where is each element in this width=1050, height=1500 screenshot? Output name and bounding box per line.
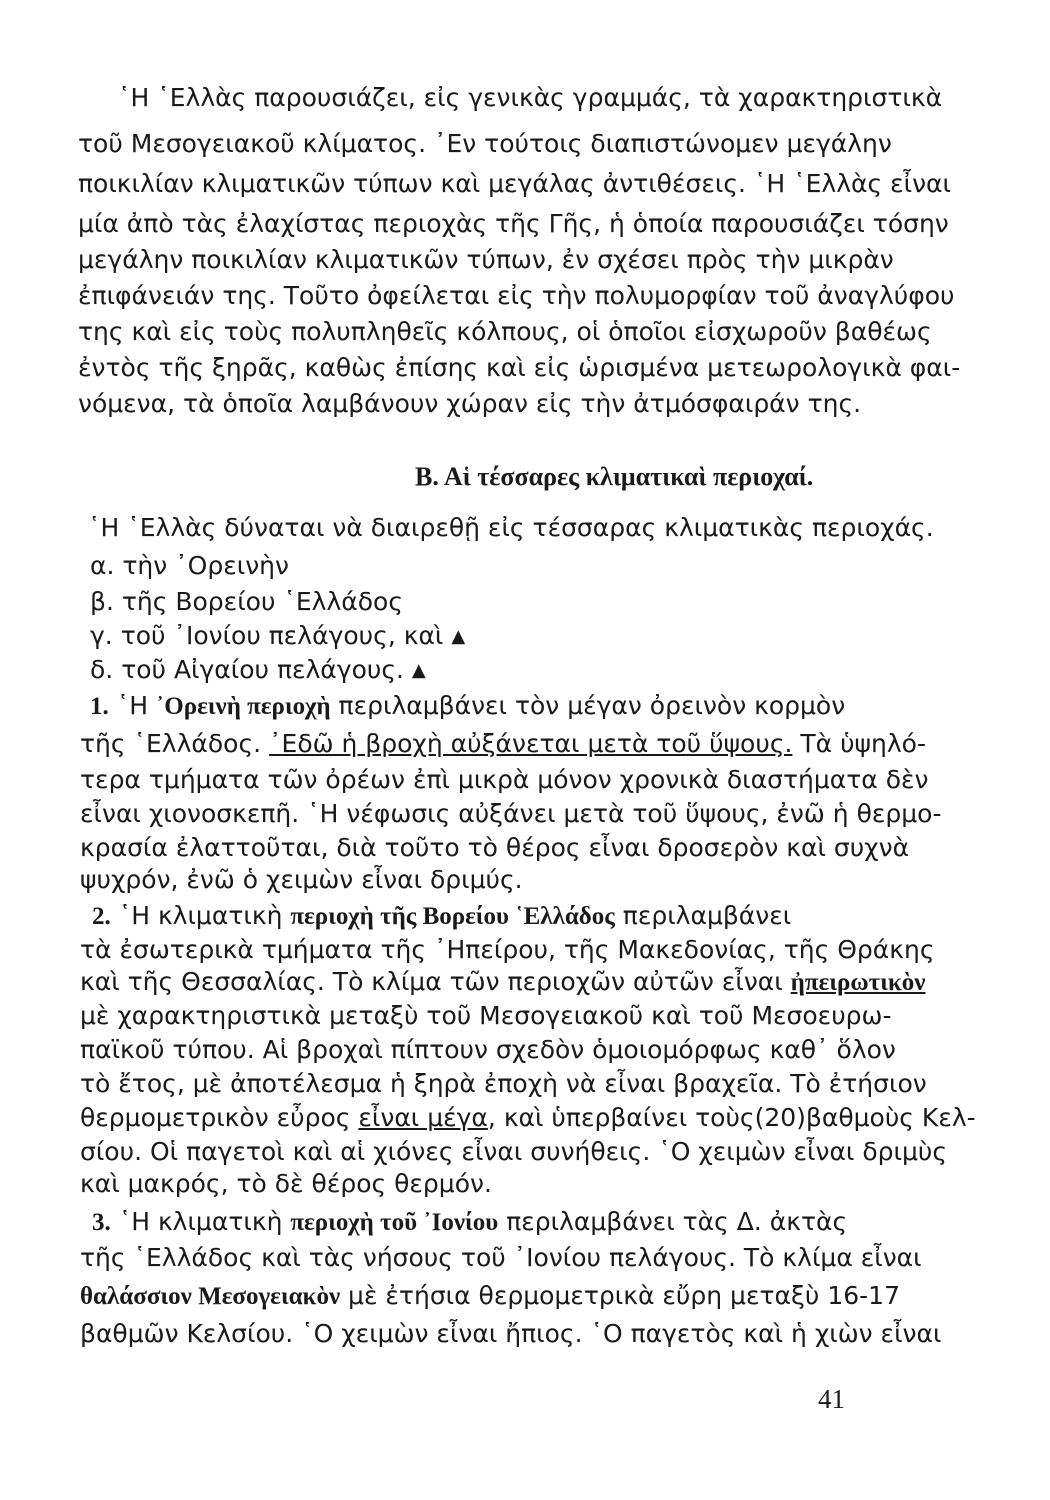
s1-text: τῆς ῾Ελλάδος. — [80, 729, 270, 758]
s3-text: ῾Η κλιματικὴ — [118, 1207, 291, 1236]
s1-line-1 — [90, 690, 1050, 723]
triangle-mark-icon: ▲ — [451, 626, 466, 647]
section-heading: Β. Αἱ τέσσαρες κλιματικαὶ περιοχαί. — [415, 462, 814, 491]
s1-text: περιλαμβάνει τὸν μέγαν ὀρεινὸν κορμὸν — [330, 691, 846, 720]
page-number: 41 — [818, 1384, 845, 1414]
s1-text: Τὰ ὑψηλό- — [792, 729, 926, 758]
division-item-a: α. τὴν ᾿Ορεινὴν — [90, 551, 289, 580]
s2-line-4: μὲ χαρακτηριστικὰ μεταξὺ τοῦ Μεσογειακοῦ καὶ τοῦ Μεσοευρω- — [80, 1001, 892, 1030]
intro-line-4: μία ἀπὸ τὰς ἐλαχίστας περιοχὰς τῆς Γῆς, ἡ ὁποία παρουσιάζει τόσην — [78, 209, 949, 238]
s1-line-5: κρασία ἐλαττοῦται, διὰ τοῦτο τὸ θέρος εἶναι δροσερὸν καὶ συχνὰ — [80, 833, 910, 862]
s2-text: ῾Η κλιματικὴ — [118, 901, 291, 930]
division-item-d — [90, 654, 1050, 687]
s2-underlined: ἠπειρωτικὸν — [790, 969, 926, 996]
s3-number: 3. — [92, 1209, 111, 1236]
s2-text: θερμομετρικὸν εὖρος — [80, 1103, 359, 1132]
s2-title: περιοχὴ τῆς Βορείου ῾Ελλάδος — [290, 903, 615, 930]
s2-text: , καὶ ὑπερβαίνει τοὺς(20)βαθμοὺς Κελ- — [487, 1103, 976, 1132]
s1-underlined: ᾿Εδῶ ἡ βροχὴ αὐξάνεται μετὰ τοῦ ὕψους. — [269, 729, 793, 758]
s3-bold-term: θαλάσσιον Μεσογειακὸν — [80, 1283, 341, 1310]
intro-line-1: ῾Η ῾Ελλὰς παρουσιάζει, εἰς γενικὰς γραμμάς, τὰ χαρακτηριστικὰ — [118, 83, 943, 112]
division-item-c-text: γ. τοῦ ᾿Ιονίου πελάγους, καὶ — [90, 621, 444, 650]
s2-line-2: τὰ ἐσωτερικὰ τμήματα τῆς ᾿Ηπείρου, τῆς Μακεδονίας, τῆς Θράκης — [80, 935, 935, 964]
s3-line-2: τῆς ῾Ελλάδος καὶ τὰς νήσους τοῦ ᾿Ιονίου πελάγους. Τὸ κλίμα εἶναι — [80, 1243, 922, 1272]
division-item-d-text: δ. τοῦ Αἰγαίου πελάγους. — [90, 655, 404, 684]
s3-line-4: βαθμῶν Κελσίου. ῾Ο χειμὼν εἶναι ἤπιος. ῾Ο παγετὸς καὶ ἡ χιὼν εἶναι — [80, 1319, 942, 1348]
s1-line-3: τερα τμήματα τῶν ὀρέων ἐπὶ μικρὰ μόνον χρονικὰ διαστήματα δὲν — [80, 765, 929, 794]
intro-line-9: νόμενα, τὰ ὁποῖα λαμβάνουν χώραν εἰς τὴν ἀτμόσφαιράν της. — [78, 389, 862, 418]
s2-line-7 — [80, 1102, 1050, 1134]
intro-line-6: ἐπιφάνειάν της. Τοῦτο ὀφείλεται εἰς τὴν πολυμορφίαν τοῦ ἀναγλύφου — [78, 281, 955, 310]
triangle-mark-icon: ▲ — [411, 660, 426, 681]
s3-line-3 — [80, 1280, 1050, 1313]
division-item-b: β. τῆς Βορείου ῾Ελλάδος — [90, 587, 403, 616]
s2-line-3 — [80, 966, 1050, 999]
division-item-c — [90, 620, 1050, 653]
s1-title: ᾿Ορεινὴ περιοχὴ — [155, 693, 331, 720]
s2-line-1 — [92, 900, 1050, 933]
s2-text: περιλαμβάνει — [614, 901, 792, 930]
intro-line-5: μεγάλην ποικιλίαν κλιματικῶν τύπων, ἐν σχέσει πρὸς τὴν μικρὰν — [78, 245, 894, 274]
s2-line-8: σίου. Οἱ παγετοὶ καὶ αἱ χιόνες εἶναι συνήθεις. ῾Ο χειμὼν εἶναι δριμὺς — [80, 1137, 947, 1166]
intro-line-8: ἐντὸς τῆς ξηρᾶς, καθὼς ἐπίσης καὶ εἰς ὡρισμένα μετεωρολογικὰ φαι- — [78, 353, 961, 382]
s1-line-4: εἶναι χιονοσκεπῆ. ῾Η νέφωσις αὐξάνει μετὰ τοῦ ὕψους, ἐνῶ ἡ θερμο- — [80, 799, 942, 828]
s2-line-5: παϊκοῦ τύπου. Αἱ βροχαὶ πίπτουν σχεδὸν ὁμοιομόρφως καθ᾿ ὅλον — [80, 1035, 896, 1064]
s1-text: ῾Η — [116, 691, 156, 720]
s2-line-9: καὶ μακρός, τὸ δὲ θέρος θερμόν. — [80, 1169, 492, 1198]
s2-underlined: εἶναι μέγα — [358, 1103, 488, 1132]
intro-line-3: ποικιλίαν κλιματικῶν τύπων καὶ μεγάλας ἀντιθέσεις. ῾Η ῾Ελλὰς εἶναι — [78, 169, 951, 198]
s3-text: μὲ ἐτήσια θερμομετρικὰ εὔρη μεταξὺ 16-17 — [340, 1281, 900, 1310]
s1-line-6: ψυχρόν, ἐνῶ ὁ χειμὼν εἶναι δριμύς. — [80, 865, 523, 894]
s3-text: περιλαμβάνει τὰς Δ. ἀκτὰς — [498, 1207, 848, 1236]
division-intro: ῾Η ῾Ελλὰς δύναται νὰ διαιρεθῇ εἰς τέσσαρας κλιματικὰς περιοχάς. — [88, 513, 934, 542]
s2-line-6: τὸ ἔτος, μὲ ἀποτέλεσμα ἡ ξηρὰ ἐποχὴ νὰ εἶναι βραχεῖα. Τὸ ἐτήσιον — [80, 1069, 927, 1098]
intro-line-7: της καὶ εἰς τοὺς πολυπληθεῖς κόλπους, οἱ ὁποῖοι εἰσχωροῦν βαθέως — [78, 317, 932, 346]
s2-number: 2. — [92, 903, 111, 930]
s2-text: καὶ τῆς Θεσσαλίας. Τὸ κλίμα τῶν περιοχῶν αὐτῶν εἶναι — [80, 967, 791, 996]
intro-line-2: τοῦ Μεσογειακοῦ κλίματος. ᾿Εν τούτοις διαπιστώνομεν μεγάλην — [78, 129, 892, 158]
s1-line-2 — [80, 728, 1050, 760]
s1-number: 1. — [90, 693, 109, 720]
s3-title: περιοχὴ τοῦ ᾿Ιονίου — [290, 1209, 499, 1236]
s3-line-1 — [92, 1206, 1050, 1239]
